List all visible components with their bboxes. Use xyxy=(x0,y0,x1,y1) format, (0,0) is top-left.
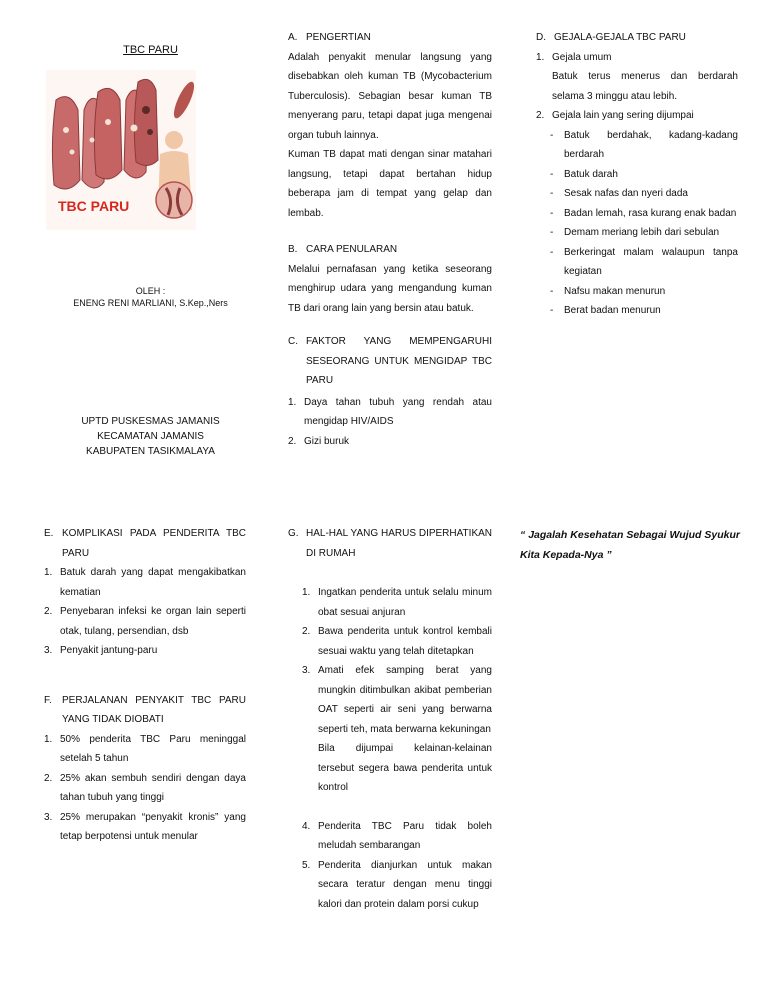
list-item: 2. Gizi buruk xyxy=(288,435,350,447)
section-title: CARA PENULARAN xyxy=(306,244,398,255)
section-b-heading xyxy=(288,240,492,260)
section-g-list xyxy=(288,583,492,739)
section-number: F. xyxy=(44,694,52,706)
section-g-note: Bila dijumpai kelainan-kelainan tersebut segera bawa penderita untuk kontrol xyxy=(318,743,492,793)
section-g-heading xyxy=(288,524,492,563)
section-number: G. xyxy=(288,528,299,539)
section-a-text-2: Kuman TB dapat mati dengan sinar matahari langsung, tetapi dapat bertahan hidup beberapa jam di tempat yang gelap dan lembab. xyxy=(288,149,492,219)
list-item: 1. Batuk darah yang dapat mengakibatkan kematian xyxy=(44,567,246,598)
section-e-list xyxy=(44,563,246,661)
section-title: PENGERTIAN xyxy=(306,32,371,43)
cover-panel xyxy=(38,38,263,459)
list-item: 1. 50% penderita TBC Paru meninggal setelah 5 tahun xyxy=(44,733,246,764)
author-prefix: OLEH : xyxy=(135,286,166,296)
list-item: 2. 25% akan sembuh sendiri dengan daya tahan tubuh yang tinggi xyxy=(44,772,246,803)
list-item: - Demam meriang lebih dari sebulan xyxy=(550,227,720,238)
section-a-b-c xyxy=(288,28,492,451)
symptom-list xyxy=(536,126,738,321)
section-d-heading xyxy=(536,28,738,48)
list-item: - Batuk darah xyxy=(550,168,618,180)
section-number: E. xyxy=(44,528,54,539)
section-e-heading xyxy=(44,524,246,563)
list-item: 4. Penderita TBC Paru tidak boleh meludah sembarangan xyxy=(302,820,492,851)
closing-quote: “ Jagalah Kesehatan Sebagai Wujud Syukur Kita Kepada-Nya ” xyxy=(520,529,740,561)
author-name: ENENG RENI MARLIANI, S.Kep.,Ners xyxy=(73,298,228,308)
list-item: 1. Daya tahan tubuh yang rendah atau mengidap HIV/AIDS xyxy=(288,396,492,427)
list-item: 3. Penyakit jantung-paru xyxy=(44,645,158,656)
list-item: 2. Bawa penderita untuk kontrol kembali sesuai waktu yang telah ditetapkan xyxy=(302,626,492,657)
section-e-f xyxy=(44,524,246,847)
section-title: PERJALANAN PENYAKIT TBC PARU YANG TIDAK DIOBATI xyxy=(62,694,246,725)
section-title: FAKTOR YANG MEMPENGARUHI SESEORANG UNTUK MENGIDAP TBC PARU xyxy=(306,336,492,386)
section-f-heading xyxy=(44,691,246,730)
list-item: - Sesak nafas dan nyeri dada xyxy=(550,188,688,199)
list-item: 1. Ingatkan penderita untuk selalu minum obat sesuai anjuran xyxy=(302,587,492,618)
closing-quote-panel xyxy=(520,526,740,565)
section-a-text: Adalah penyakit menular langsung yang disebabkan oleh kuman TB (Mycobacterium Tuberculosis). Sebagian besar kuman TB menyerang paru, tetapi dapat juga mengenai organ tubuh lainnya. xyxy=(288,51,492,141)
list-item: 2. Gejala lain yang sering dijumpai xyxy=(536,110,694,121)
illustration-caption: TBC PARU xyxy=(58,198,130,214)
section-c-list xyxy=(288,393,492,452)
list-item: - Berkeringat malam walaupun tanpa kegiatan xyxy=(550,246,738,277)
list-item: 2. Penyebaran infeksi ke organ lain seperti otak, tulang, persendian, dsb xyxy=(44,606,246,637)
section-number: A. xyxy=(288,32,298,43)
org-line: KABUPATEN TASIKMALAYA xyxy=(86,446,215,457)
org-line: UPTD PUSKESMAS JAMANIS xyxy=(81,416,220,427)
section-g xyxy=(288,524,492,914)
list-item: 1. Gejala umum xyxy=(536,51,612,63)
org-line: KECAMATAN JAMANIS xyxy=(97,431,204,442)
section-f-list xyxy=(44,730,246,847)
cover-title: TBC PARU xyxy=(123,44,178,56)
section-d xyxy=(536,28,738,321)
section-number: C. xyxy=(288,336,298,347)
section-g-list-2 xyxy=(288,817,492,915)
section-c-heading xyxy=(288,332,492,391)
list-item: - Nafsu makan menurun xyxy=(550,285,666,297)
section-d1-text: Batuk terus menerus dan berdarah selama 3 minggu atau lebih. xyxy=(552,71,738,102)
section-title: GEJALA-GEJALA TBC PARU xyxy=(554,32,686,43)
section-a-heading xyxy=(288,28,492,48)
tbc-illustration xyxy=(46,70,196,230)
list-item: - Berat badan menurun xyxy=(550,305,661,316)
list-item: 3. 25% merupakan “penyakit kronis” yang tetap berpotensi untuk menular xyxy=(44,811,246,842)
list-item: - Badan lemah, rasa kurang enak badan xyxy=(550,207,737,219)
section-title: KOMPLIKASI PADA PENDERITA TBC PARU xyxy=(62,528,246,559)
list-item: 3. Amati efek samping berat yang mungkin ditimbulkan akibat pemberian OAT seperti air seni yang berwarna seperti teh, mata berwarna kekuningan xyxy=(302,665,492,735)
list-item: - Batuk berdahak, kadang-kadang berdarah xyxy=(550,129,738,160)
list-item: 5. Penderita dianjurkan untuk makan secara teratur dengan menu tinggi kalori dan protein dalam porsi cukup xyxy=(302,859,492,910)
organization xyxy=(38,414,263,459)
section-number: D. xyxy=(536,32,546,43)
section-b-text: Melalui pernafasan yang ketika seseorang menghirup udara yang mengandung kuman TB dari orang lain yang bersin atau batuk. xyxy=(288,263,492,314)
section-number: B. xyxy=(288,244,298,255)
section-title: HAL-HAL YANG HARUS DIPERHATIKAN DI RUMAH xyxy=(306,528,492,559)
